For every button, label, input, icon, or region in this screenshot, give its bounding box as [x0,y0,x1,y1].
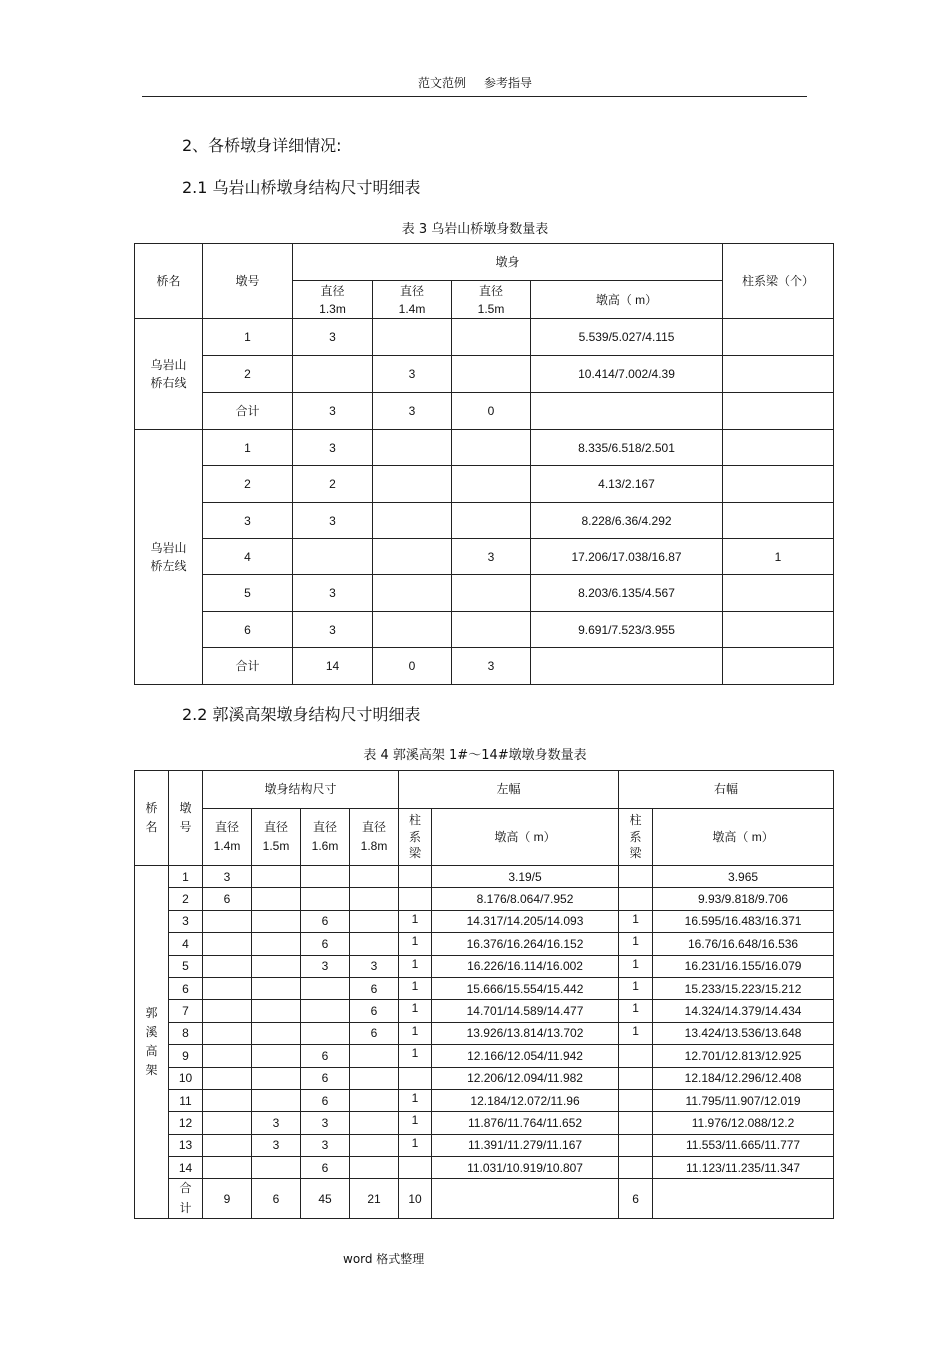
table-row [135,933,834,955]
table-cell [350,1045,399,1067]
total-cell [653,1179,834,1218]
table-cell [350,1112,399,1134]
table-cell: 16.76/16.648/16.536 [653,933,834,955]
table-cell [203,1045,252,1067]
table-cell [723,612,834,648]
table-cell: 1 [399,1045,432,1067]
table-cell [301,1000,350,1022]
table-cell: 3 [301,1134,350,1156]
table-cell [203,977,252,999]
table-cell [293,356,373,393]
table-cell [399,1157,432,1179]
table-cell: 3 [169,910,203,932]
th-beam: 柱系梁（个） [723,244,834,319]
table-cell [252,1000,301,1022]
table-row [135,888,834,910]
table-cell: 1 [399,1022,432,1044]
table-row [135,575,834,612]
table-cell [203,933,252,955]
table4 [134,770,834,1219]
table-cell [293,539,373,575]
table-cell: 3 [252,1112,301,1134]
table-cell [252,910,301,932]
table-cell: 12.206/12.094/11.982 [432,1067,619,1089]
table-cell [301,888,350,910]
table-cell: 8 [169,1022,203,1044]
table-cell [203,1089,252,1111]
th-right-beam: 柱系梁 [619,809,653,866]
table-cell: 14.317/14.205/14.093 [432,910,619,932]
table-cell [399,888,432,910]
th-d15: 直径1.5m [252,809,301,866]
table-cell: 5 [169,955,203,977]
table-cell: 3 [252,1134,301,1156]
table-cell: 2 [203,466,293,503]
table-cell: 1 [619,955,653,977]
header-divider [142,96,807,97]
table-cell: 12 [169,1112,203,1134]
table-cell: 1 [399,1000,432,1022]
table-cell: 16.376/16.264/16.152 [432,933,619,955]
table-cell: 1 [619,977,653,999]
table-cell [373,466,452,503]
table-cell: 9.691/7.523/3.955 [531,612,723,648]
table-cell [203,1000,252,1022]
table-cell [252,955,301,977]
table-row [135,503,834,539]
th-left-beam: 柱系梁 [399,809,432,866]
table-cell [252,1157,301,1179]
table-row [135,1134,834,1156]
table-cell: 3 [203,866,252,888]
table-cell [203,1134,252,1156]
table-cell: 12.184/12.072/11.96 [432,1089,619,1111]
th-pier: 墩号 [169,771,203,866]
table-row [135,539,834,575]
table-cell [723,430,834,466]
page-footer: word 格式整理 [343,1252,425,1266]
header-right: 参考指导 [484,76,533,90]
table-row [135,1089,834,1111]
table-cell: 6 [301,1089,350,1111]
table-cell: 1 [399,933,432,955]
table-cell [350,888,399,910]
table-cell: 3.965 [653,866,834,888]
table-cell: 3 [452,648,531,685]
table-cell: 8.228/6.36/4.292 [531,503,723,539]
table-cell: 14 [169,1157,203,1179]
table-cell [252,977,301,999]
th-d14: 直径1.4m [373,281,452,319]
table-cell: 12.701/12.813/12.925 [653,1045,834,1067]
table-row [135,648,834,685]
table-cell: 1 [203,430,293,466]
table-row [135,1067,834,1089]
table-cell: 16.226/16.114/16.002 [432,955,619,977]
table-cell: 3 [293,503,373,539]
table-cell: 17.206/17.038/16.87 [531,539,723,575]
table-cell: 1 [399,1112,432,1134]
table-cell [373,539,452,575]
table-cell [373,503,452,539]
table-cell: 12.166/12.054/11.942 [432,1045,619,1067]
table-cell [373,612,452,648]
table-cell: 4.13/2.167 [531,466,723,503]
table-cell [723,503,834,539]
table-cell [350,933,399,955]
subsection-title-2-2: 2.2 郭溪高架墩身结构尺寸明细表 [182,705,421,724]
th-pier: 墩号 [203,244,293,319]
bridge-name-cell: 郭溪高架 [135,866,169,1219]
table-cell [203,1157,252,1179]
table-cell: 16.595/16.483/16.371 [653,910,834,932]
table-cell: 6 [301,1045,350,1067]
table-cell: 3 [203,503,293,539]
table-cell [203,1022,252,1044]
table-cell: 1 [619,1022,653,1044]
total-cell: 21 [350,1179,399,1218]
bridge-name-cell: 乌岩山桥右线 [135,319,203,430]
table-cell [619,888,653,910]
table-cell: 6 [169,977,203,999]
table-cell [373,319,452,356]
table-cell [452,319,531,356]
table-cell: 3 [293,319,373,356]
total-row [135,1179,834,1218]
table-cell: 3 [293,575,373,612]
table-cell [452,575,531,612]
th-height: 墩高（ m） [531,281,723,319]
table-cell: 11.391/11.279/11.167 [432,1134,619,1156]
table-row [135,1112,834,1134]
table-cell: 11.031/10.919/10.807 [432,1157,619,1179]
table-cell: 2 [169,888,203,910]
total-cell: 9 [203,1179,252,1218]
total-cell: 6 [619,1179,653,1218]
table-cell: 4 [169,933,203,955]
th-left-height: 墩高（ m） [432,809,619,866]
total-cell: 45 [301,1179,350,1218]
table-cell: 10.414/7.002/4.39 [531,356,723,393]
section-title: 2、各桥墩身详细情况: [182,136,342,155]
table-cell: 12.184/12.296/12.408 [653,1067,834,1089]
table-cell [301,977,350,999]
table-cell: 14.701/14.589/14.477 [432,1000,619,1022]
table-cell [619,1045,653,1067]
table-cell: 11.976/12.088/12.2 [653,1112,834,1134]
table-cell: 1 [619,1000,653,1022]
th-d13: 直径1.3m [293,281,373,319]
table-cell: 1 [203,319,293,356]
table-cell: 15.666/15.554/15.442 [432,977,619,999]
table-cell: 1 [399,1134,432,1156]
total-cell: 合计 [169,1179,203,1218]
table-cell [350,1134,399,1156]
table-cell: 2 [203,356,293,393]
table-cell: 3 [350,955,399,977]
table-row [135,430,834,466]
table-cell: 13.926/13.814/13.702 [432,1022,619,1044]
table-cell [350,866,399,888]
table-cell [350,1067,399,1089]
th-d15: 直径1.5m [452,281,531,319]
th-bridge: 桥名 [135,244,203,319]
table-cell: 11.123/11.235/11.347 [653,1157,834,1179]
table-cell [619,1089,653,1111]
table-cell: 8.203/6.135/4.567 [531,575,723,612]
table-cell: 合计 [203,393,293,430]
th-d18: 直径1.8m [350,809,399,866]
table-row [135,977,834,999]
table-cell: 1 [169,866,203,888]
table-cell: 10 [169,1067,203,1089]
table-cell [452,356,531,393]
table-row [135,910,834,932]
table-cell [350,1157,399,1179]
table-cell [619,1134,653,1156]
table-cell [350,1089,399,1111]
table-cell [252,1045,301,1067]
table-cell: 6 [350,1000,399,1022]
table-cell: 11.876/11.764/11.652 [432,1112,619,1134]
bridge-name-cell: 乌岩山桥左线 [135,430,203,685]
table-cell: 8.176/8.064/7.952 [432,888,619,910]
table-cell: 1 [619,910,653,932]
th-body: 墩身 [293,244,723,281]
table-cell [723,356,834,393]
table-cell: 3.19/5 [432,866,619,888]
table-cell [452,612,531,648]
total-cell: 10 [399,1179,432,1218]
th-left: 左幅 [399,771,619,809]
th-bridge: 桥名 [135,771,169,866]
table-cell [399,1067,432,1089]
table-cell: 9 [169,1045,203,1067]
table-cell: 11.795/11.907/12.019 [653,1089,834,1111]
table-cell [252,1067,301,1089]
table-cell [619,866,653,888]
table-row [135,1000,834,1022]
table-cell: 0 [373,648,452,685]
table-cell: 1 [399,910,432,932]
table-cell: 3 [293,393,373,430]
table-cell: 13 [169,1134,203,1156]
table-cell [723,319,834,356]
table3 [134,243,834,685]
table-cell [452,503,531,539]
table-cell: 合计 [203,648,293,685]
table-cell [203,910,252,932]
table-cell: 3 [452,539,531,575]
table-cell [203,1067,252,1089]
table-cell: 3 [293,430,373,466]
total-cell [432,1179,619,1218]
table3-caption: 表 3 乌岩山桥墩身数量表 [401,222,549,237]
table-cell: 11 [169,1089,203,1111]
table-cell [452,466,531,503]
subsection-title-2-1: 2.1 乌岩山桥墩身结构尺寸明细表 [182,178,421,197]
th-struct: 墩身结构尺寸 [203,771,399,809]
table-cell: 13.424/13.536/13.648 [653,1022,834,1044]
table-cell: 1 [619,933,653,955]
table-cell: 6 [301,933,350,955]
th-right-height: 墩高（ m） [653,809,834,866]
table-cell [203,1112,252,1134]
table-row [135,955,834,977]
table-cell [252,866,301,888]
total-cell: 6 [252,1179,301,1218]
th-right: 右幅 [619,771,834,809]
table-cell: 15.233/15.223/15.212 [653,977,834,999]
table-cell [723,393,834,430]
table-cell: 6 [203,612,293,648]
table-row [135,356,834,393]
th-d16: 直径1.6m [301,809,350,866]
table-cell [252,1089,301,1111]
table-cell: 7 [169,1000,203,1022]
header-left: 范文范例 [417,76,466,90]
table-cell: 1 [399,977,432,999]
table-cell [619,1157,653,1179]
table-cell [252,888,301,910]
table-cell: 11.553/11.665/11.777 [653,1134,834,1156]
table-row [135,466,834,503]
table-cell [723,575,834,612]
table-cell: 2 [293,466,373,503]
table-cell: 6 [350,1022,399,1044]
table-cell: 3 [293,612,373,648]
table-cell [531,648,723,685]
th-d14: 直径1.4m [203,809,252,866]
table-cell: 9.93/9.818/9.706 [653,888,834,910]
table-cell: 1 [399,955,432,977]
table-row [135,1045,834,1067]
table-cell [723,466,834,503]
table-cell [301,1022,350,1044]
page-header [0,74,950,91]
table-cell [252,1022,301,1044]
table-cell: 8.335/6.518/2.501 [531,430,723,466]
table-cell: 6 [301,1157,350,1179]
table-cell: 3 [301,955,350,977]
table-cell [531,393,723,430]
table-row [135,319,834,356]
table4-caption: 表 4 郭溪高架 1#～14#墩墩身数量表 [363,748,587,763]
table-cell: 4 [203,539,293,575]
table-cell [399,866,432,888]
table-cell [373,430,452,466]
table-cell [619,1067,653,1089]
table-cell: 6 [203,888,252,910]
table-cell [301,866,350,888]
table-cell [619,1112,653,1134]
table-cell [373,575,452,612]
table-cell: 3 [373,393,452,430]
table-row [135,612,834,648]
table-cell: 3 [301,1112,350,1134]
table-row [135,393,834,430]
table-cell [203,955,252,977]
table-cell: 1 [399,1089,432,1111]
table-row [135,1022,834,1044]
table-cell: 5.539/5.027/4.115 [531,319,723,356]
table-cell: 1 [723,539,834,575]
table-row [135,1157,834,1179]
table-cell: 6 [301,1067,350,1089]
table-cell: 14 [293,648,373,685]
table-cell: 14.324/14.379/14.434 [653,1000,834,1022]
table-cell [350,910,399,932]
table-cell [723,648,834,685]
table-cell [452,430,531,466]
table-cell: 6 [301,910,350,932]
table-cell [252,933,301,955]
table-cell: 0 [452,393,531,430]
table-cell: 16.231/16.155/16.079 [653,955,834,977]
table-cell: 3 [373,356,452,393]
table-row [135,866,834,888]
table-cell: 6 [350,977,399,999]
table-cell: 5 [203,575,293,612]
